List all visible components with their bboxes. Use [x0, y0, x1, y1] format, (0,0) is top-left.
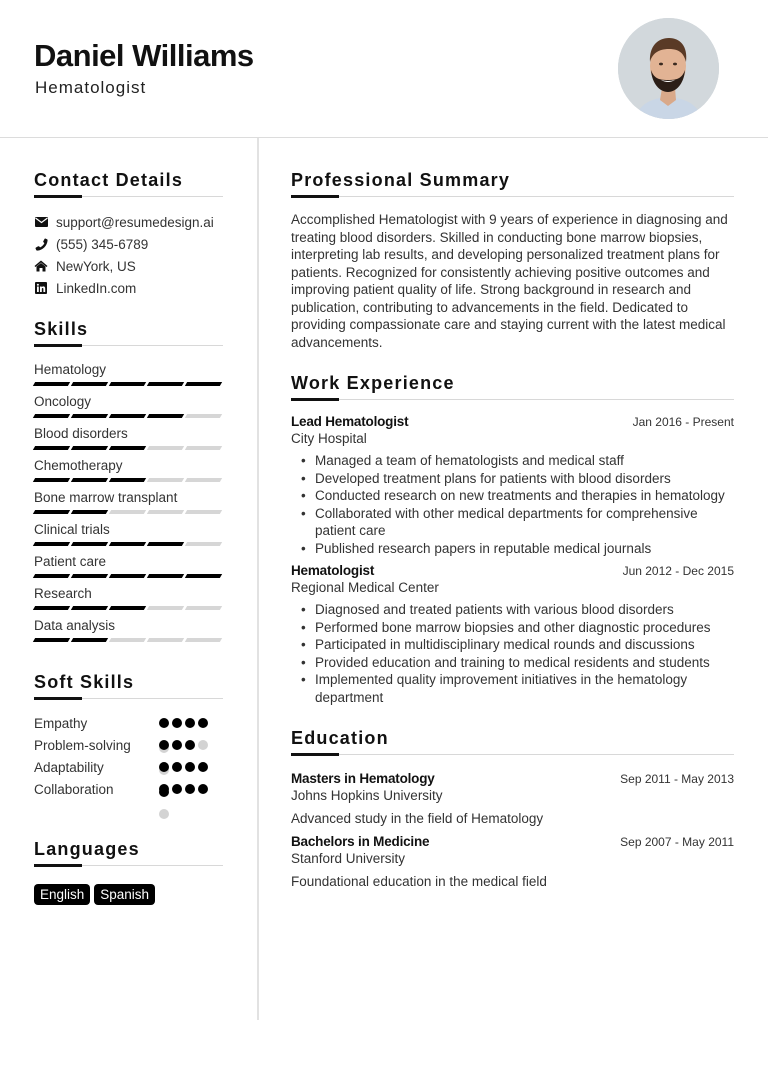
soft-skill-label: Problem-solving: [34, 738, 131, 753]
contact-location-text: NewYork, US: [56, 258, 136, 274]
job-entry: [291, 414, 734, 557]
soft-skills-section: [34, 672, 223, 803]
skill-segment: [109, 382, 146, 386]
rating-dot: [172, 718, 182, 728]
skill-label: Chemotherapy: [34, 458, 123, 473]
rating-dot: [159, 809, 169, 819]
skill-segment: [109, 606, 146, 610]
skill-segment: [71, 446, 108, 450]
skill-segment: [71, 606, 108, 610]
skill-segment: [33, 510, 70, 514]
rating-dot: [172, 740, 182, 750]
skill-segment: [109, 478, 146, 482]
main-content: [291, 170, 734, 911]
skill-label: Clinical trials: [34, 522, 110, 537]
soft-skill-rating: [159, 715, 213, 737]
soft-skill-label: Empathy: [34, 716, 88, 731]
skill-level-bar: [34, 542, 223, 546]
rating-dot: [159, 740, 169, 750]
soft-skill-label: Collaboration: [34, 782, 114, 797]
rating-dot: [185, 718, 195, 728]
skill-segment: [33, 382, 70, 386]
contact-list: [34, 211, 223, 299]
job-header: [291, 563, 734, 578]
skill-level-bar: [34, 478, 223, 482]
skills-section: [34, 319, 223, 650]
summary-title: Professional Summary: [291, 170, 734, 197]
soft-skill-item: [34, 737, 223, 759]
rating-dot: [185, 740, 195, 750]
skill-segment: [147, 606, 184, 610]
skill-label: Oncology: [34, 394, 92, 409]
skill-segment: [33, 414, 70, 418]
education-title: Education: [291, 728, 734, 755]
skill-label: Research: [34, 586, 92, 601]
education-degree: Masters in Hematology: [291, 771, 435, 786]
skill-level-bar: [34, 606, 223, 610]
soft-skill-rating: [159, 737, 213, 759]
rating-dot: [198, 784, 208, 794]
rating-dot: [198, 718, 208, 728]
rating-dot: [159, 762, 169, 772]
contact-email[interactable]: [34, 211, 223, 233]
job-bullet: • Published research papers in reputable medical journals: [315, 540, 734, 558]
skill-segment: [33, 574, 70, 578]
job-bullets: [291, 601, 734, 706]
skill-item: [34, 426, 223, 458]
job-title: Lead Hematologist: [291, 414, 409, 429]
soft-skill-rating: [159, 759, 213, 781]
job-organization: City Hospital: [291, 431, 367, 446]
skill-segment: [185, 414, 222, 418]
job-bullet: • Developed treatment plans for patients with blood disorders: [315, 470, 734, 488]
avatar-photo-icon: [618, 18, 719, 119]
job-bullet: • Implemented quality improvement initiatives in the hematology department: [315, 671, 734, 706]
skill-segment: [71, 382, 108, 386]
education-entry: [291, 771, 734, 826]
rating-dot: [198, 740, 208, 750]
skill-level-bar: [34, 382, 223, 386]
skill-level-bar: [34, 414, 223, 418]
education-list: [291, 771, 734, 889]
skill-segment: [109, 542, 146, 546]
education-date: Sep 2007 - May 2011: [620, 835, 734, 849]
job-bullet: • Provided education and training to medical residents and students: [315, 654, 734, 672]
experience-section: [291, 373, 734, 706]
skill-segment: [71, 638, 108, 642]
skill-segment: [185, 638, 222, 642]
skill-label: Data analysis: [34, 618, 116, 633]
skill-item: [34, 618, 223, 650]
contact-location: [34, 255, 223, 277]
skill-segment: [71, 510, 108, 514]
education-header: [291, 834, 734, 849]
job-date: Jun 2012 - Dec 2015: [622, 564, 734, 578]
education-section: [291, 728, 734, 889]
skill-segment: [185, 478, 222, 482]
job-date: Jan 2016 - Present: [632, 415, 734, 429]
skill-item: [34, 490, 223, 522]
skill-level-bar: [34, 446, 223, 450]
job-header: [291, 414, 734, 429]
summary-text: Accomplished Hematologist with 9 years of experience in diagnosing and treating blood disorders. Skilled in conducting bone marrow biopsies, interpreting lab results, and developing personalized treatment plans for patients. Recognized for consistently achieving positive outcomes and improving patient quality of life. Strong background in research and publication, contributing to advancements in the field. Dedicated to providing compassionate care and staying current with the latest medical advancements.: [291, 212, 728, 350]
avatar: [618, 18, 719, 119]
linkedin-icon: [34, 281, 48, 295]
skill-level-bar: [34, 574, 223, 578]
skill-segment: [33, 638, 70, 642]
contact-linkedin-text: LinkedIn.com: [56, 280, 137, 296]
column-divider: [257, 138, 259, 1020]
job-title: Hematologist: [291, 563, 375, 578]
job-bullets: [291, 452, 734, 557]
experience-title: Work Experience: [291, 373, 734, 400]
skill-level-bar: [34, 510, 223, 514]
job-bullet: • Managed a team of hematologists and medical staff: [315, 452, 734, 470]
rating-dot: [159, 718, 169, 728]
contact-title: Contact Details: [34, 170, 223, 197]
contact-email-text: support@resumedesign.ai: [56, 214, 214, 230]
skill-item: [34, 554, 223, 586]
contact-phone-text: (555) 345-6789: [56, 236, 149, 252]
rating-dot: [198, 762, 208, 772]
resume-header: [0, 0, 768, 138]
candidate-name: Daniel Williams: [34, 38, 254, 73]
skill-segment: [109, 446, 146, 450]
skill-segment: [33, 542, 70, 546]
languages-list: [34, 884, 223, 905]
skill-item: [34, 522, 223, 554]
job-bullet: • Performed bone marrow biopsies and other diagnostic procedures: [315, 619, 734, 637]
rating-dot: [185, 784, 195, 794]
job-organization: Regional Medical Center: [291, 580, 439, 595]
skill-segment: [185, 446, 222, 450]
skill-segment: [71, 478, 108, 482]
soft-skill-item: [34, 715, 223, 737]
skill-segment: [147, 478, 184, 482]
skill-segment: [185, 382, 222, 386]
contact-phone[interactable]: [34, 233, 223, 255]
contact-linkedin[interactable]: [34, 277, 223, 299]
skill-segment: [33, 478, 70, 482]
rating-dot: [172, 784, 182, 794]
skill-segment: [71, 574, 108, 578]
skill-item: [34, 394, 223, 426]
job-list: [291, 414, 734, 706]
summary-section: [291, 170, 734, 351]
education-school: Johns Hopkins University: [291, 788, 443, 803]
soft-skill-item: [34, 781, 223, 803]
soft-skill-label: Adaptability: [34, 760, 104, 775]
job-bullet: • Conducted research on new treatments and therapies in hematology: [315, 487, 734, 505]
languages-section: [34, 839, 223, 905]
skill-segment: [109, 510, 146, 514]
sidebar: [34, 170, 223, 927]
skill-segment: [109, 574, 146, 578]
skill-segment: [185, 510, 222, 514]
skill-segment: [147, 382, 184, 386]
rating-dot: [172, 762, 182, 772]
contact-section: [34, 170, 223, 299]
envelope-icon: [34, 215, 48, 229]
skill-segment: [147, 414, 184, 418]
soft-skills-list: [34, 715, 223, 803]
education-description: Advanced study in the field of Hematology: [291, 811, 544, 826]
skill-segment: [71, 542, 108, 546]
skill-segment: [33, 606, 70, 610]
job-bullet: • Participated in multidisciplinary medical rounds and discussions: [315, 636, 734, 654]
job-bullet: • Diagnosed and treated patients with various blood disorders: [315, 601, 734, 619]
skill-item: [34, 586, 223, 618]
job-bullet: • Collaborated with other medical departments for comprehensive patient care: [315, 505, 734, 540]
education-school: Stanford University: [291, 851, 406, 866]
skill-level-bar: [34, 638, 223, 642]
skill-label: Patient care: [34, 554, 107, 569]
skill-segment: [185, 606, 222, 610]
education-entry: [291, 834, 734, 889]
skill-segment: [147, 638, 184, 642]
skill-segment: [109, 638, 146, 642]
rating-dot: [159, 784, 169, 794]
skill-segment: [109, 414, 146, 418]
education-header: [291, 771, 734, 786]
soft-skills-title: Soft Skills: [34, 672, 223, 699]
languages-title: Languages: [34, 839, 223, 866]
skill-segment: [147, 574, 184, 578]
skill-segment: [185, 542, 222, 546]
skills-title: Skills: [34, 319, 223, 346]
skill-label: Bone marrow transplant: [34, 490, 178, 505]
rating-dot: [185, 762, 195, 772]
language-badge: Spanish: [94, 884, 155, 905]
skill-segment: [147, 542, 184, 546]
skill-segment: [147, 510, 184, 514]
skill-label: Hematology: [34, 362, 107, 377]
skills-list: [34, 362, 223, 650]
job-entry: [291, 563, 734, 706]
skill-label: Blood disorders: [34, 426, 128, 441]
soft-skill-rating: [159, 781, 213, 803]
skill-segment: [33, 446, 70, 450]
candidate-role: Hematologist: [35, 78, 147, 97]
education-description: Foundational education in the medical field: [291, 874, 547, 889]
language-badge: English: [34, 884, 90, 905]
skill-item: [34, 458, 223, 490]
skill-item: [34, 362, 223, 394]
soft-skill-item: [34, 759, 223, 781]
skill-segment: [185, 574, 222, 578]
phone-icon: [34, 237, 48, 251]
home-icon: [34, 259, 48, 273]
skill-segment: [71, 414, 108, 418]
education-date: Sep 2011 - May 2013: [620, 772, 734, 786]
skill-segment: [147, 446, 184, 450]
education-degree: Bachelors in Medicine: [291, 834, 430, 849]
